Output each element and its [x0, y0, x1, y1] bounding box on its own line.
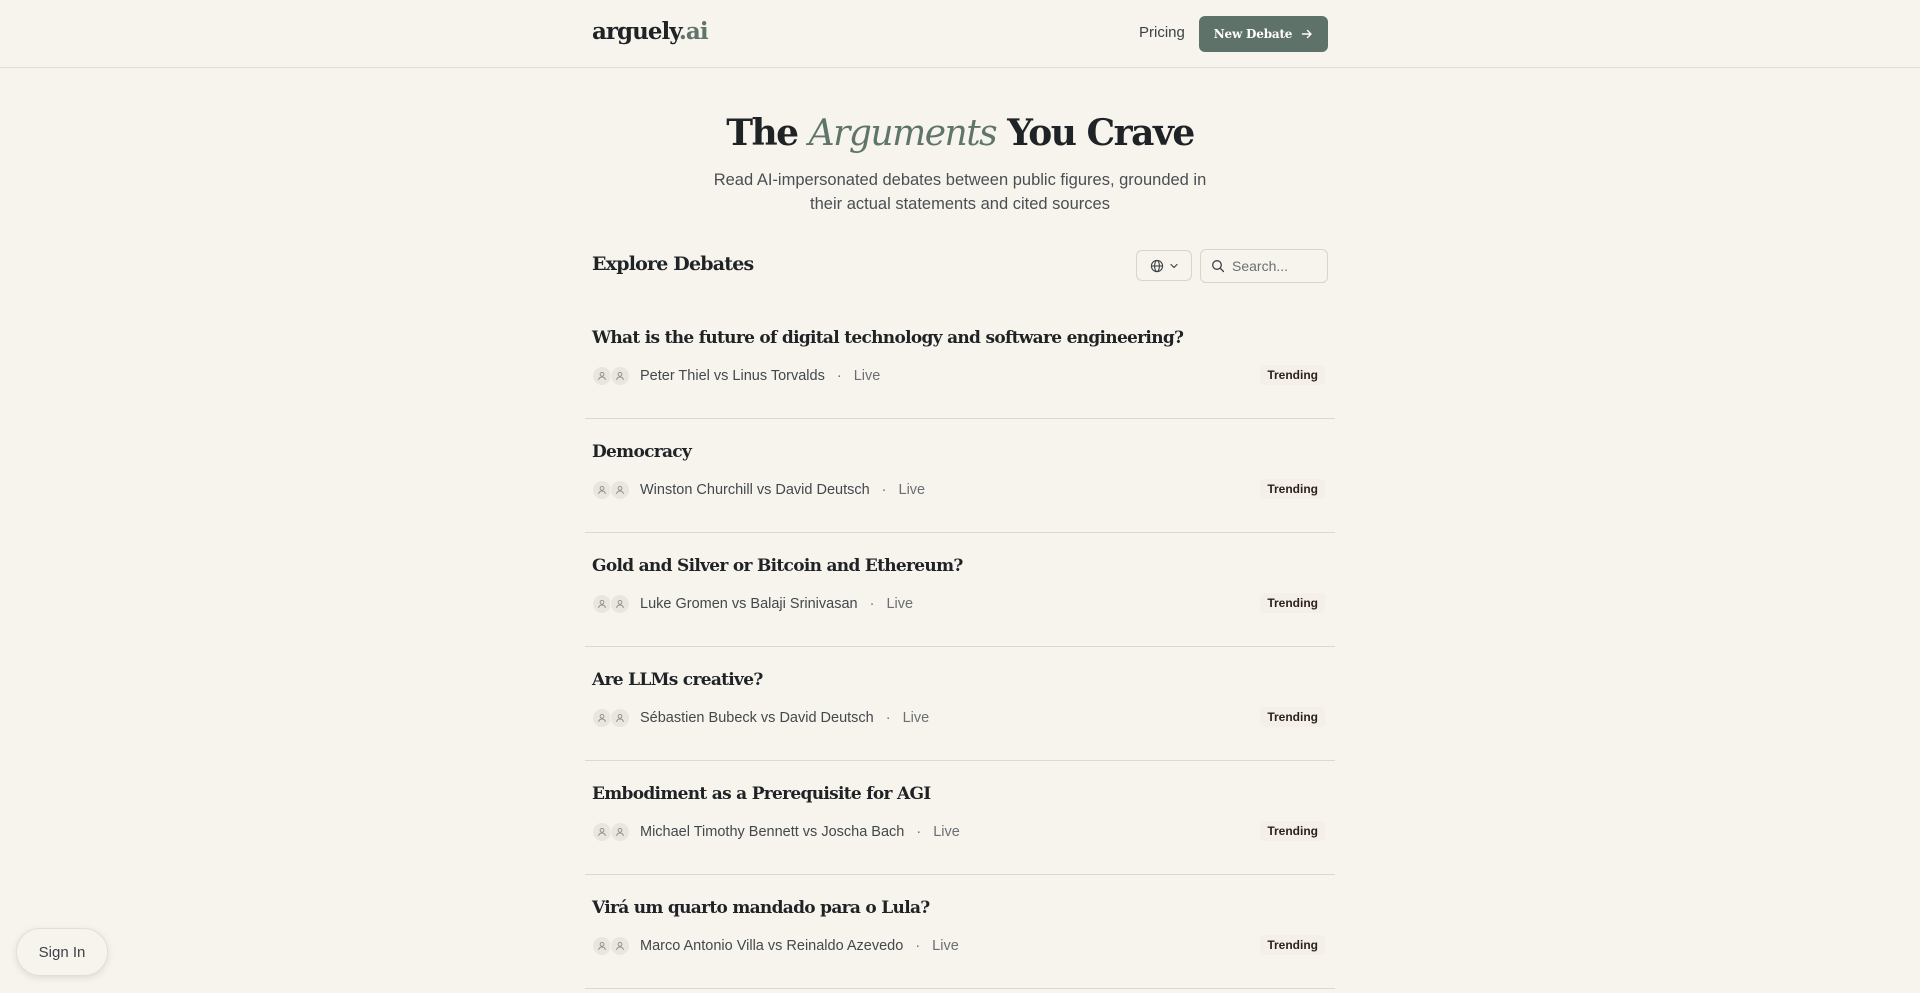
separator-dot: · [885, 710, 891, 726]
separator-dot: · [869, 596, 875, 612]
avatar [610, 936, 630, 956]
page-subtitle: Read AI-impersonated debates between public figures, grounded in their actual statements and cited sources [713, 171, 1207, 213]
user-icon [615, 941, 625, 951]
trending-badge: Trending [1260, 479, 1325, 499]
debate-participants: Marco Antonio Villa vs Reinaldo Azevedo [640, 938, 904, 954]
avatar-group [592, 708, 630, 728]
logo-accent: .ai [678, 18, 708, 45]
trending-badge: Trending [1260, 935, 1325, 955]
title-part-2: You Crave [1007, 112, 1194, 154]
debate-participants: Winston Churchill vs David Deutsch [640, 482, 870, 498]
debate-status: Live [898, 482, 926, 498]
debate-title[interactable]: Gold and Silver or Bitcoin and Ethereum? [592, 556, 963, 576]
avatar [592, 822, 612, 842]
debate-item[interactable] [585, 419, 1335, 533]
trending-badge: Trending [1260, 821, 1325, 841]
debate-meta [592, 706, 929, 730]
trending-badge: Trending [1260, 707, 1325, 727]
avatar [610, 594, 630, 614]
debate-item[interactable] [585, 305, 1335, 419]
avatar-group [592, 936, 630, 956]
top-navigation-bar [0, 0, 1920, 68]
separator-dot: · [881, 482, 887, 498]
user-icon [615, 827, 625, 837]
language-dropdown[interactable] [1136, 250, 1192, 281]
debate-title[interactable]: Embodiment as a Prerequisite for AGI [592, 784, 931, 804]
search-icon [1211, 259, 1225, 273]
user-icon [597, 485, 607, 495]
arrow-right-icon [1301, 28, 1313, 40]
avatar [610, 822, 630, 842]
debate-item[interactable] [585, 533, 1335, 647]
new-debate-label: New Debate [1213, 27, 1293, 41]
debate-status: Live [886, 596, 914, 612]
user-icon [597, 941, 607, 951]
user-icon [597, 713, 607, 723]
title-part-1: The [726, 112, 798, 154]
debate-title[interactable]: Virá um quarto mandado para o Lula? [592, 898, 930, 918]
section-title: Explore Debates [592, 253, 754, 275]
user-icon [615, 371, 625, 381]
debate-status: Live [933, 824, 960, 840]
trending-badge: Trending [1260, 593, 1325, 613]
debate-item[interactable] [585, 647, 1335, 761]
debate-status: Live [932, 938, 959, 954]
search-field[interactable] [1200, 249, 1328, 283]
user-icon [597, 827, 607, 837]
avatar [610, 480, 630, 500]
debate-meta [592, 592, 913, 616]
debate-participants: Michael Timothy Bennett vs Joscha Bach [640, 824, 905, 840]
avatar-group [592, 366, 630, 386]
debate-meta [592, 478, 925, 502]
globe-icon [1150, 259, 1164, 273]
debate-participants: Luke Gromen vs Balaji Srinivasan [640, 596, 858, 612]
avatar-group [592, 594, 630, 614]
user-icon [615, 599, 625, 609]
avatar [592, 936, 612, 956]
new-debate-button[interactable] [1199, 16, 1328, 52]
debate-participants: Peter Thiel vs Linus Torvalds [640, 368, 825, 384]
debate-meta [592, 820, 960, 844]
debate-item[interactable] [585, 875, 1335, 989]
debate-item[interactable] [585, 761, 1335, 875]
debate-participants: Sébastien Bubeck vs David Deutsch [640, 710, 874, 726]
separator-dot: · [916, 824, 922, 840]
avatar-group [592, 480, 630, 500]
debate-status: Live [853, 368, 881, 384]
chevron-down-icon [1169, 261, 1179, 271]
logo-text: arguely [592, 18, 679, 45]
debate-title[interactable]: Are LLMs creative? [592, 670, 763, 690]
avatar [592, 366, 612, 386]
debate-meta [592, 934, 959, 958]
sign-in-button[interactable]: Sign In [16, 928, 108, 976]
avatar [610, 708, 630, 728]
title-accent: Arguments [808, 113, 997, 154]
avatar [610, 366, 630, 386]
avatar [592, 594, 612, 614]
avatar [592, 480, 612, 500]
avatar [592, 708, 612, 728]
user-icon [615, 485, 625, 495]
search-input[interactable] [1232, 256, 1324, 276]
logo[interactable] [592, 18, 708, 45]
debate-meta [592, 364, 880, 388]
debate-title[interactable]: Democracy [592, 442, 692, 462]
separator-dot: · [915, 938, 921, 954]
debate-status: Live [902, 710, 930, 726]
page-title [0, 112, 1920, 154]
trending-badge: Trending [1260, 365, 1325, 385]
user-icon [597, 371, 607, 381]
user-icon [597, 599, 607, 609]
avatar-group [592, 822, 630, 842]
pricing-link[interactable]: Pricing [1139, 24, 1185, 41]
separator-dot: · [836, 368, 842, 384]
debate-title[interactable]: What is the future of digital technology and software engineering? [592, 328, 1184, 348]
user-icon [615, 713, 625, 723]
debate-list [585, 305, 1335, 989]
